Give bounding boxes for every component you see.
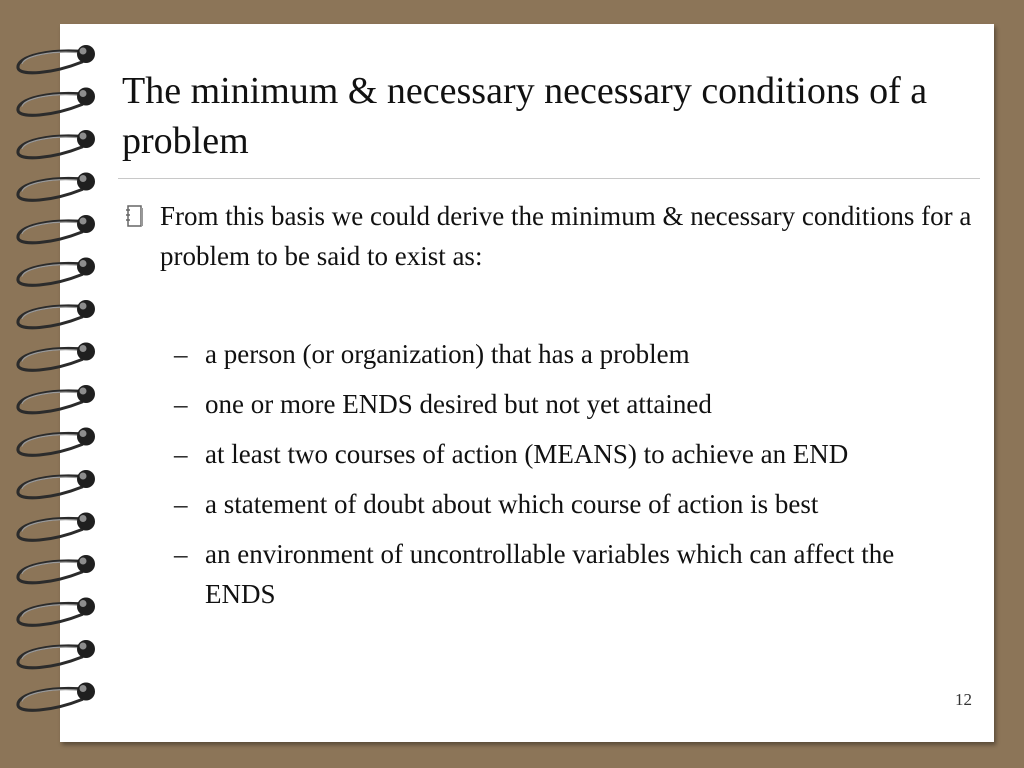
dash-marker: –: [174, 439, 188, 469]
main-bullet: [124, 196, 974, 276]
spiral-ring: [18, 470, 95, 498]
spiral-ring: [18, 640, 95, 668]
list-item: [170, 434, 970, 474]
list-item: [170, 534, 970, 614]
spiral-ring: [18, 428, 95, 456]
slide-title: The minimum & necessary necessary conditions of a problem: [122, 70, 928, 162]
spiral-binding: [12, 40, 112, 730]
list-item: [170, 384, 970, 424]
spiral-ring: [18, 343, 95, 371]
spiral-ring: [18, 300, 95, 328]
list-item-text: a statement of doubt about which course of action is best: [205, 489, 819, 519]
notebook-icon: [124, 202, 146, 230]
list-item-text: an environment of uncontrollable variables which can affect the ENDS: [205, 539, 895, 609]
dash-marker: –: [174, 339, 188, 369]
list-item: [170, 484, 970, 524]
sub-item-list: [170, 334, 970, 624]
spiral-ring: [18, 513, 95, 541]
dash-marker: –: [174, 389, 188, 419]
spiral-ring: [18, 555, 95, 583]
spiral-ring: [18, 215, 95, 243]
spiral-ring: [18, 598, 95, 626]
spiral-ring: [18, 683, 95, 711]
list-item-text: a person (or organization) that has a problem: [205, 339, 690, 369]
spiral-ring: [18, 88, 95, 116]
spiral-ring: [18, 45, 95, 73]
main-bullet-text: From this basis we could derive the minimum & necessary conditions for a problem to be said to exist as:: [160, 201, 972, 271]
spiral-ring: [18, 385, 95, 413]
spiral-ring: [18, 258, 95, 286]
dash-marker: –: [174, 489, 188, 519]
title-divider: [118, 178, 980, 179]
spiral-ring: [18, 130, 95, 158]
list-item-text: one or more ENDS desired but not yet attained: [205, 389, 712, 419]
dash-marker: –: [174, 539, 188, 569]
list-item: [170, 334, 970, 374]
list-item-text: at least two courses of action (MEANS) to achieve an END: [205, 439, 849, 469]
page-number: 12: [955, 690, 972, 709]
spiral-ring: [18, 173, 95, 201]
